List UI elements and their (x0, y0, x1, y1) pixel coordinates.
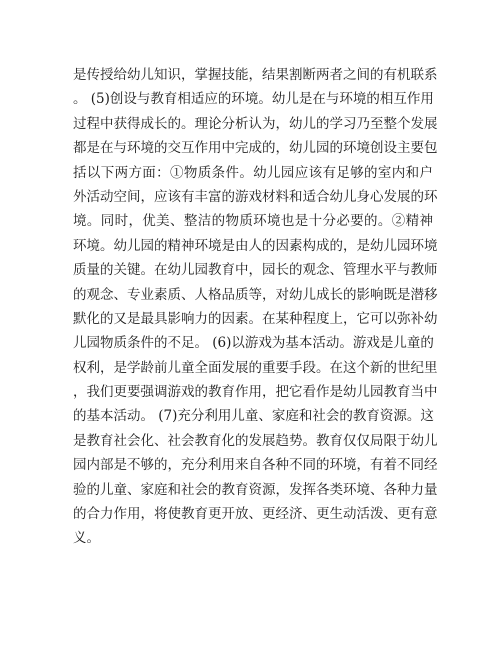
text-line: 的观念、专业素质、人格品质等，对幼儿成长的影响既是潜移 (73, 286, 438, 303)
text-line: ，我们更要强调游戏的教育作用，把它看作是幼儿园教育当中 (73, 384, 438, 401)
text-line: 的合力作用，将使教育更开放、更经济、更生动活泼、更有意 (73, 506, 438, 523)
text-line: 权利，是学龄前儿童全面发展的重要手段。在这个新的世纪里 (73, 359, 438, 376)
text-line: 默化的又是最具影响力的因素。在某种程度上，它可以弥补幼 (73, 310, 438, 327)
text-line: 。 (5)创设与教育相适应的环境。幼儿是在与环境的相互作用 (73, 91, 434, 108)
text-line: 境。同时，优美、整洁的物质环境也是十分必要的。②精神 (73, 213, 433, 230)
text-line: 过程中获得成长的。理论分析认为，幼儿的学习乃至整个发展 (73, 115, 438, 132)
text-line: 环境。幼儿园的精神环境是由人的因素构成的，是幼儿园环境 (73, 237, 438, 254)
text-line: 是传授给幼儿知识，掌握技能，结果割断两者之间的有机联系 (73, 67, 438, 83)
body-text (73, 63, 438, 551)
text-line: 的基本活动。 (7)充分利用儿童、家庭和社会的教育资源。这 (73, 408, 434, 425)
text-line: 园内部是不够的，充分利用来自各种不同的环境，有着不同经 (73, 457, 438, 474)
text-line: 都是在与环境的交互作用中完成的，幼儿园的环境创设主要包 (73, 140, 438, 157)
text-line: 外活动空间，应该有丰富的游戏材料和适合幼儿身心发展的环 (73, 188, 438, 205)
text-line: 质量的关键。在幼儿园教育中，园长的观念、管理水平与教师 (73, 262, 438, 279)
text-line: 是教育社会化、社会教育化的发展趋势。教育仅仅局限于幼儿 (73, 432, 438, 449)
text-line: 括以下两方面：①物质条件。幼儿园应该有足够的室内和户 (73, 164, 433, 181)
text-line: 验的儿童、家庭和社会的教育资源，发挥各类环境、各种力量 (73, 481, 438, 498)
text-line: 儿园物质条件的不足。 (6)以游戏为基本活动。游戏是儿童的 (73, 335, 434, 352)
text-line: 义。 (73, 530, 100, 547)
